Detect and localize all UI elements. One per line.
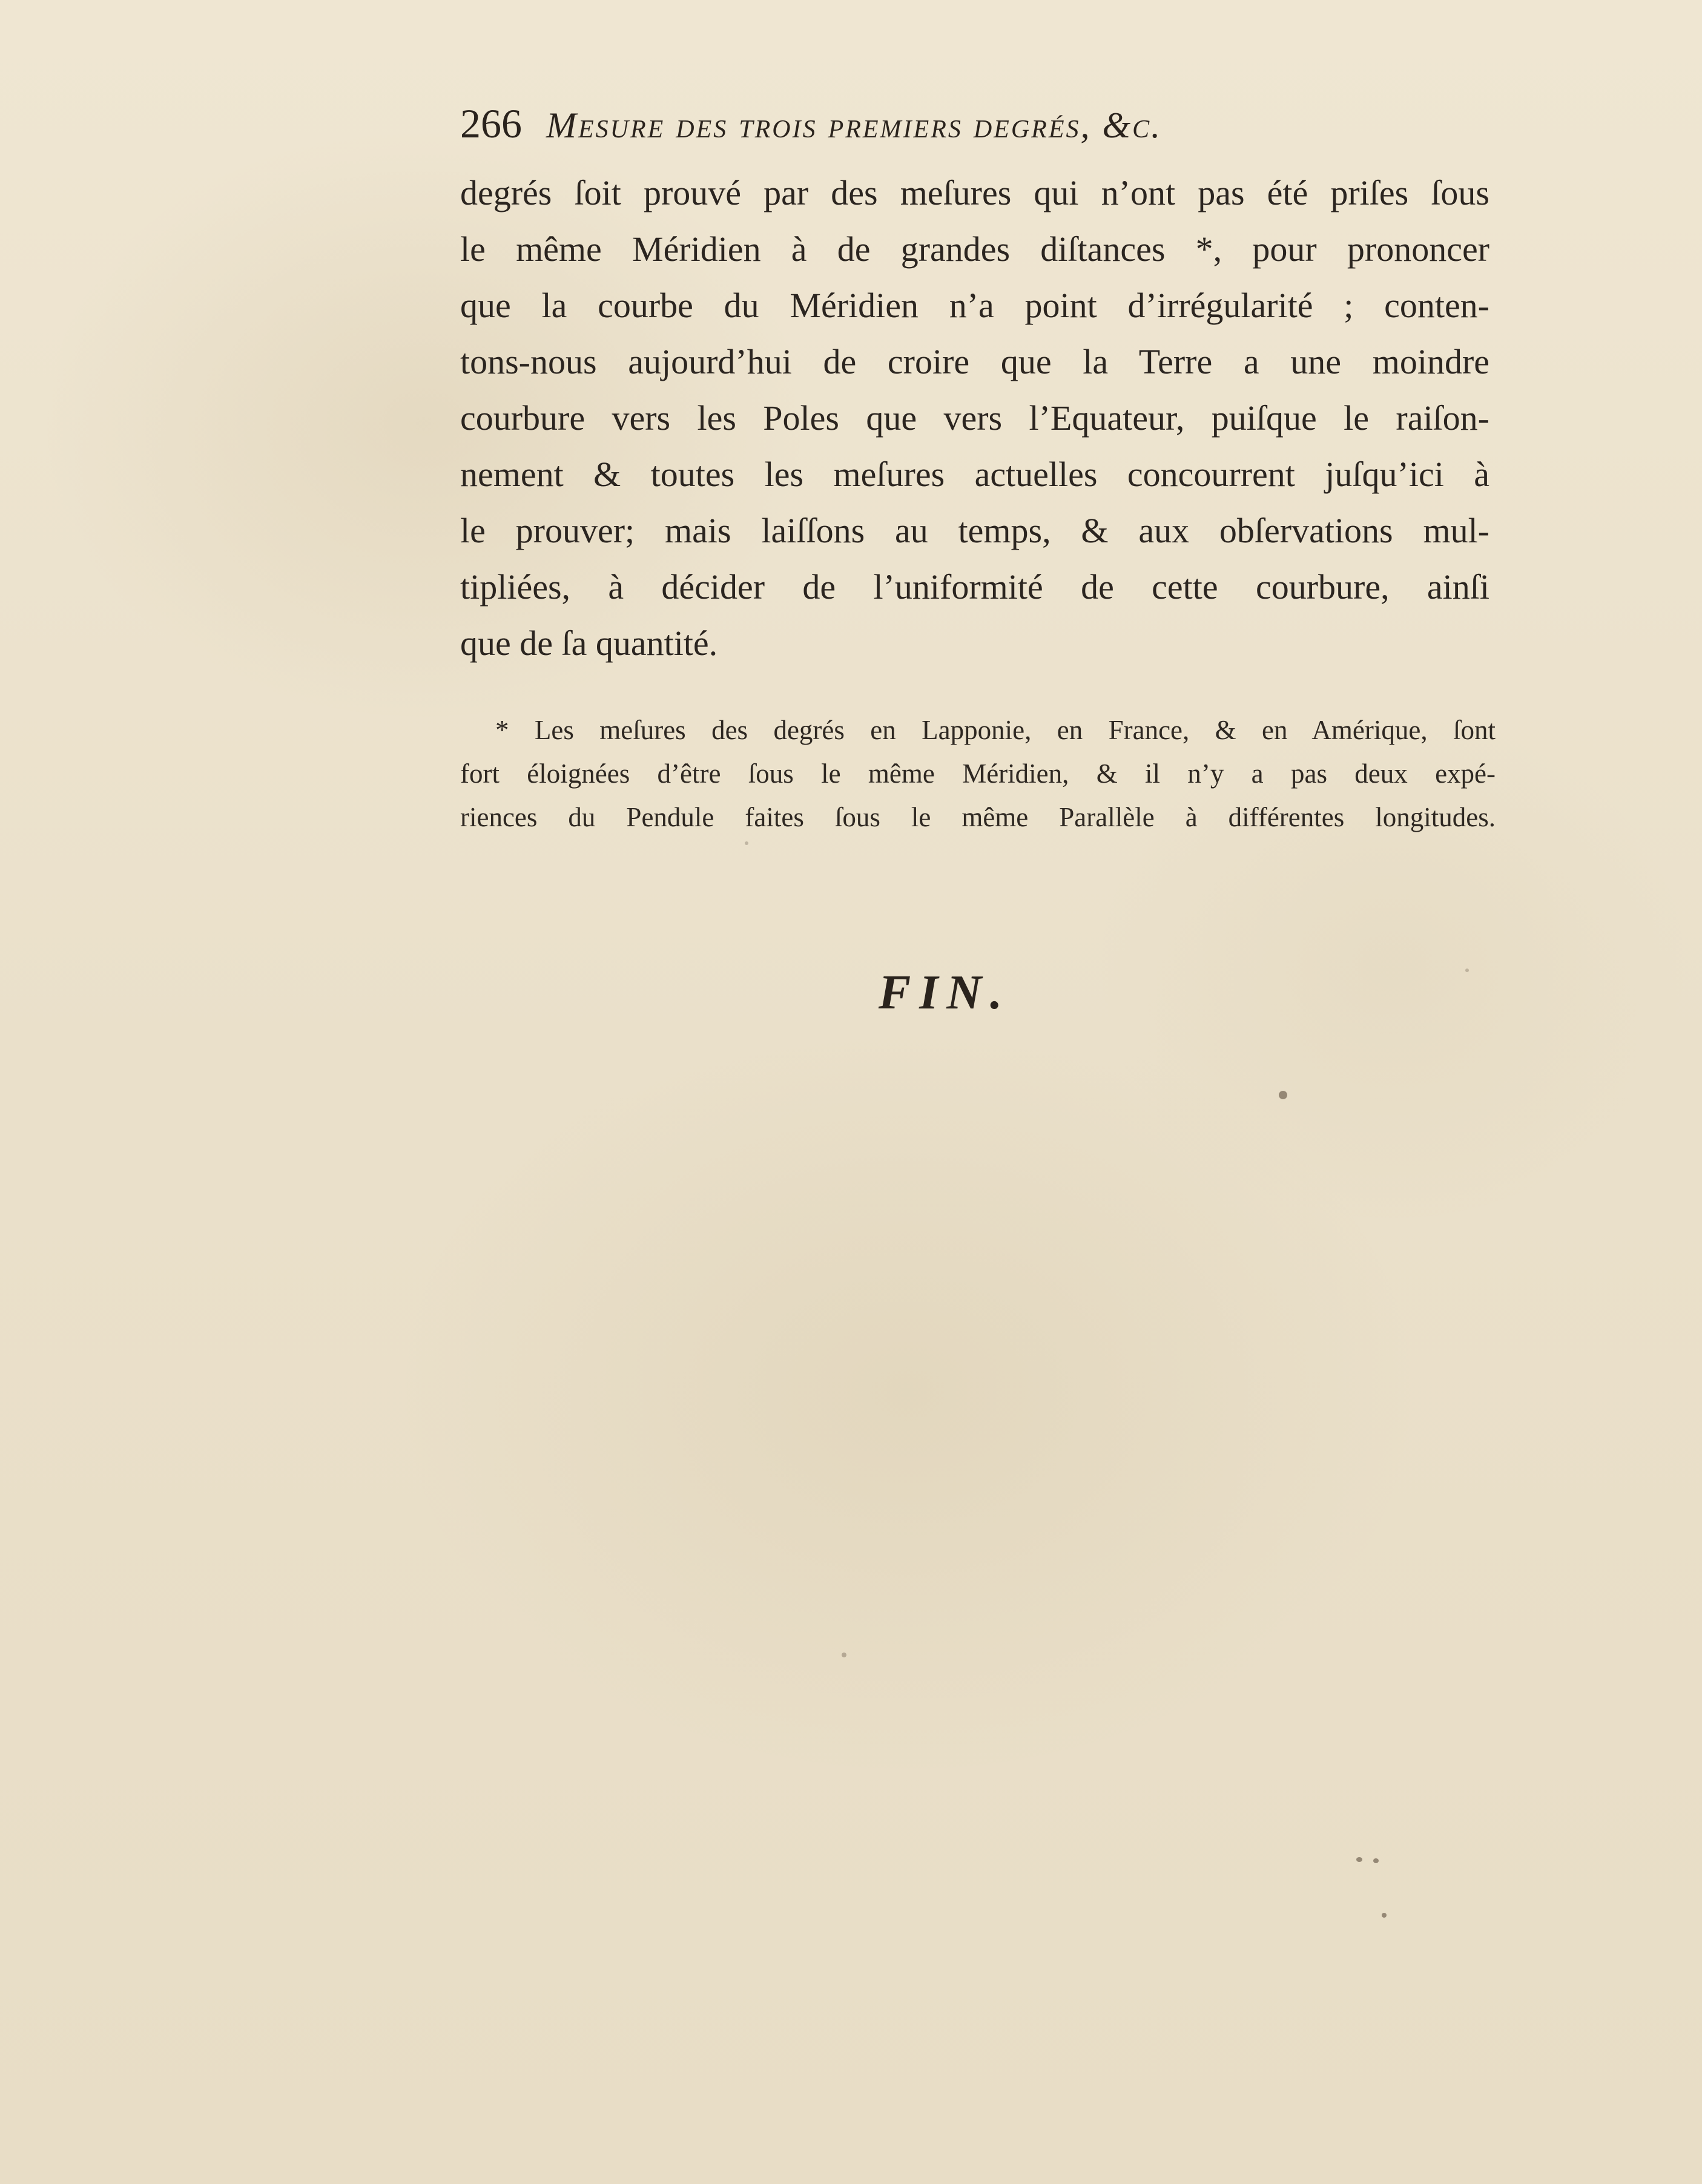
body-paragraph [460, 165, 1489, 671]
body-line: degrés ſoit prouvé par des meſures qui n’ont pas été priſes ſous [460, 173, 1489, 212]
paper-speck [1279, 1091, 1287, 1099]
body-line: que de ſa quantité. [460, 623, 718, 663]
paper-speck [745, 841, 748, 845]
body-line: tipliées, à décider de l’uniformité de cette courbure, ainſi [460, 567, 1489, 607]
body-line: que la courbe du Méridien n’a point d’irrégularité ; conten- [460, 286, 1489, 325]
footnote-line: * Les meſures des degrés en Lapponie, en France, & en Amérique, ſont [495, 715, 1496, 745]
body-line: courbure vers les Poles que vers l’Equateur, puiſque le raiſon- [460, 398, 1489, 438]
paper-speck [1373, 1858, 1379, 1863]
page-number: 266 [460, 100, 522, 146]
footnote [460, 708, 1496, 839]
body-line: le même Méridien à de grandes diſtances *, pour prononcer [460, 229, 1489, 269]
paper-speck [842, 1653, 846, 1657]
footnote-line: riences du Pendule faites ſous le même Parallèle à différentes longitudes. [460, 802, 1496, 832]
closing-fin: FIN. [878, 966, 1011, 1019]
paper-speck [1382, 1913, 1387, 1918]
body-line: le prouver; mais laiſſons au temps, & aux obſervations mul- [460, 511, 1489, 550]
body-line: nement & toutes les meſures actuelles concourrent juſqu’ici à [460, 455, 1489, 494]
footnote-line: fort éloignées d’être ſous le même Méridien, & il n’y a pas deux expé- [460, 758, 1496, 789]
paper-speck [1356, 1857, 1362, 1862]
running-head [460, 100, 1477, 160]
running-title: Mesure des trois premiers degrés, &c. [546, 105, 1163, 145]
body-line: tons-nous aujourd’hui de croire que la Terre a une moindre [460, 342, 1489, 381]
paper-speck [1465, 969, 1469, 972]
